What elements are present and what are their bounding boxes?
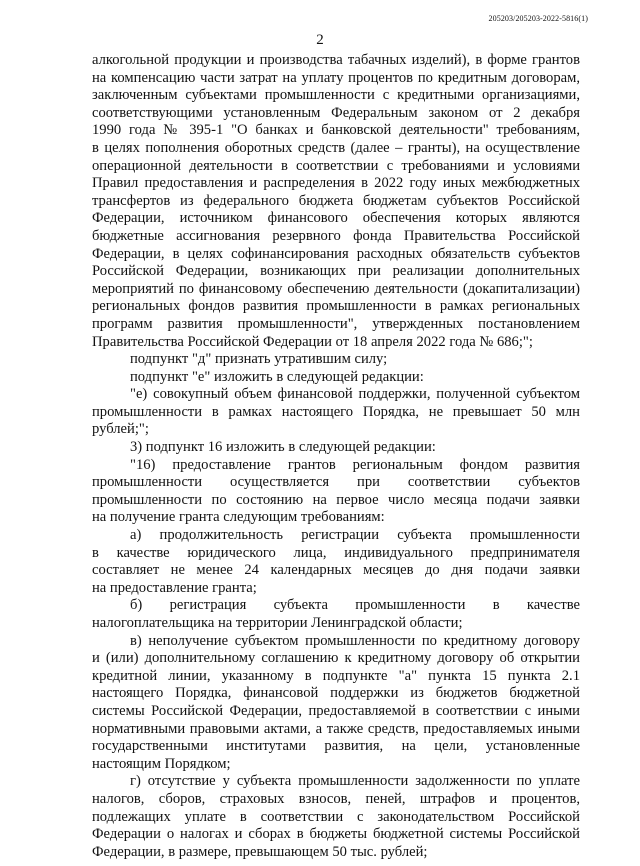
text-line: трансфертов из федерального бюджета бюджетам субъектов Российской	[92, 192, 580, 209]
text-line: операционной деятельности в соответствии с требованиями и условиями	[92, 157, 580, 174]
document-id: 205203/205203-2022-5816(1)	[488, 14, 588, 23]
text-line: рублей;";	[92, 421, 149, 438]
text-line: мероприятий по финансовому обеспечению деятельности (докапитализации)	[92, 280, 580, 297]
text-line: г) отсутствие у субъекта промышленности задолженности по уплате	[130, 773, 580, 790]
page-number: 2	[316, 32, 324, 48]
text-line: подпункт "д" признать утратившим силу;	[130, 351, 388, 368]
text-line: 3) подпункт 16 изложить в следующей редакции:	[130, 439, 436, 456]
text-line: "16) предоставление грантов региональным фондом развития	[130, 456, 580, 473]
text-line: в целях пополнения оборотных средств (далее – гранты), на осуществление	[92, 139, 580, 156]
text-line: "е) совокупный объем финансовой поддержки, полученной субъектом	[130, 386, 580, 403]
text-line: заключенным субъектами промышленности с кредитными организациями,	[92, 87, 580, 104]
paragraph	[92, 457, 580, 527]
text-line: составляет не менее 24 календарных месяцев до дня подачи заявки	[92, 562, 580, 579]
document-body	[92, 52, 580, 861]
paragraph	[92, 773, 580, 861]
text-line: Федерации, в целях софинансирования расходных обязательств субъектов	[92, 245, 580, 262]
text-line: Федерации, в размере, превышающем 50 тыс. рублей;	[92, 843, 428, 860]
text-line: на компенсацию части затрат на уплату процентов по кредитным договорам,	[92, 69, 580, 86]
text-line: государственными институтами развития, на цели, установленные	[92, 738, 580, 755]
text-line: Федерации о налогах и сборах в бюджеты бюджетной системы Российской	[92, 826, 580, 843]
text-line: настоящим Порядком;	[92, 755, 231, 772]
text-line: нормативными правовыми актами, а также средств, предоставляемых иными	[92, 720, 580, 737]
text-line: Российской Федерации, возникающих при реализации дополнительных	[92, 263, 580, 280]
text-line: промышленности в рамках настоящего Порядка, не превышает 50 млн	[92, 403, 580, 420]
paragraph	[92, 633, 580, 774]
text-line: налогоплательщика на территории Ленинградской области;	[92, 615, 463, 631]
text-line: промышленности по состоянию на первое число месяца подачи заявки	[92, 491, 580, 508]
text-line: налогов, сборов, страховых взносов, пеней, штрафов и процентов,	[92, 790, 580, 807]
text-line: региональных фондов развития промышленности в рамках региональных	[92, 298, 580, 315]
text-line: Правил предоставления и распределения в 2022 году иных межбюджетных	[92, 175, 580, 192]
text-line: алкогольной продукции и производства табачных изделий), в форме грантов	[92, 52, 580, 68]
text-line: в качестве юридического лица, индивидуального предпринимателя	[92, 544, 580, 561]
text-line: 1990 года № 395-1 "О банках и банковской деятельности" требованиям,	[92, 122, 580, 139]
paragraph	[92, 351, 580, 369]
text-line: а) продолжительность регистрации субъекта промышленности	[130, 527, 580, 544]
text-line: системы Российской Федерации, предоставляемой в соответствии с иными	[92, 702, 580, 719]
text-line: и (или) дополнительному соглашению к кредитному договору об открытии	[92, 650, 580, 667]
text-line: программ развития промышленности", утвержденных постановлением	[92, 315, 580, 332]
text-line: на получение гранта следующим требованиям:	[92, 509, 385, 526]
paragraph	[92, 439, 580, 457]
paragraph	[92, 386, 580, 439]
text-line: бюджетные ассигнования резервного фонда Правительства Российской	[92, 227, 580, 244]
text-line: соответствующими установленным Федеральным законом от 2 декабря	[92, 104, 580, 121]
text-line: Федерации, источником финансового обеспечения которых являются	[92, 210, 580, 227]
paragraph	[92, 527, 580, 597]
text-line: б) регистрация субъекта промышленности в качестве	[130, 597, 580, 614]
paragraph	[92, 52, 580, 351]
paragraph	[92, 369, 580, 387]
text-line: на предоставление гранта;	[92, 579, 257, 596]
text-line: Правительства Российской Федерации от 18 апреля 2022 года № 686;";	[92, 333, 533, 350]
text-line: подпункт "е" изложить в следующей редакции:	[130, 368, 424, 385]
paragraph	[92, 597, 580, 632]
text-line: кредитной линии, указанному в подпункте "а" пункта 15 пункта 2.1	[92, 667, 580, 684]
text-line: настоящего Порядка, финансовой поддержки из бюджетов бюджетной	[92, 685, 580, 702]
text-line: подлежащих уплате в соответствии с законодательством Российской	[92, 808, 580, 825]
text-line: в) неполучение субъектом промышленности по кредитному договору	[130, 632, 580, 649]
text-line: промышленности осуществляется при соответствии субъектов	[92, 474, 580, 491]
